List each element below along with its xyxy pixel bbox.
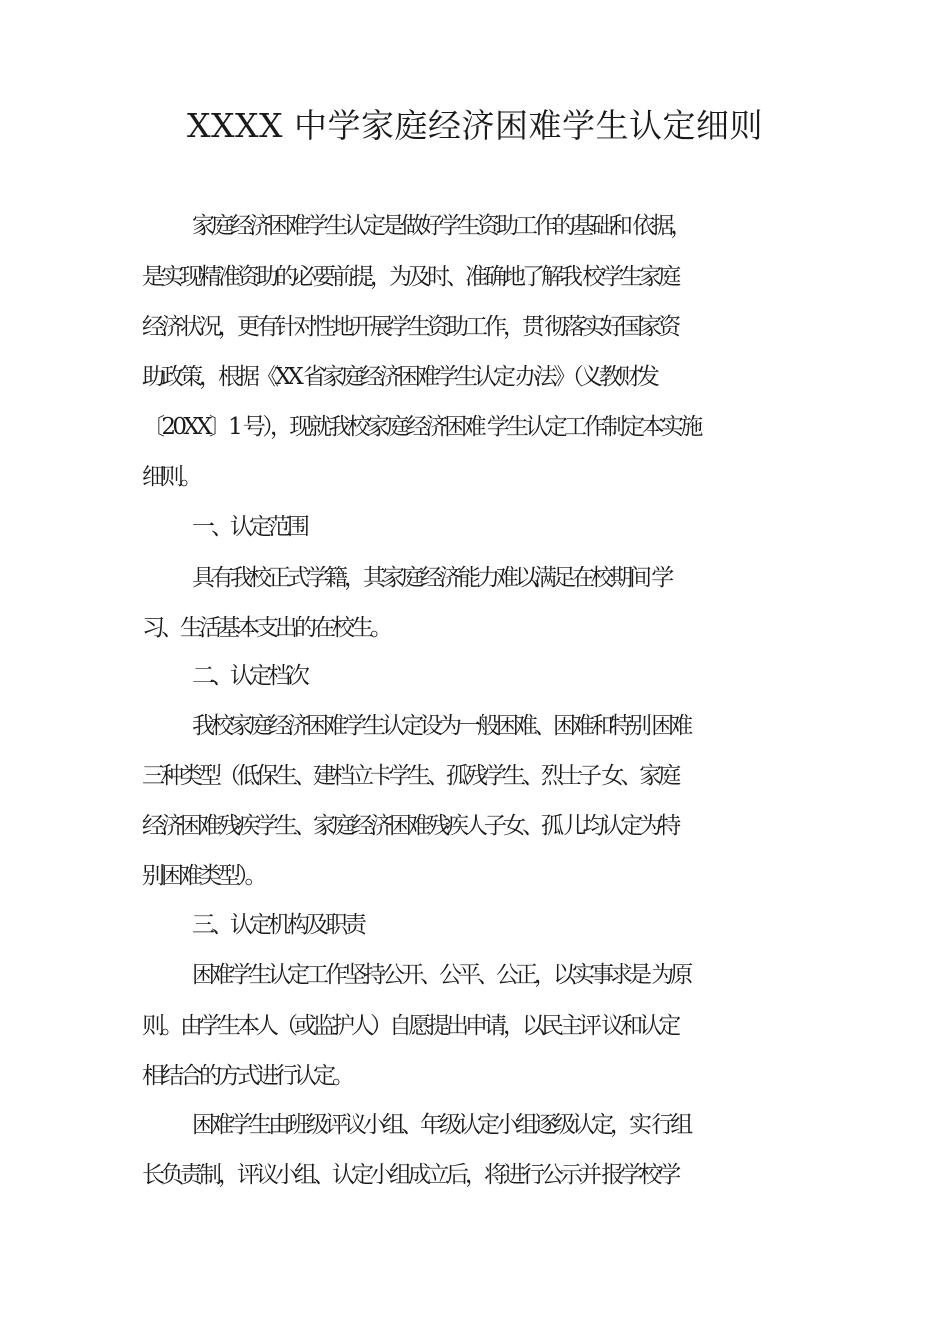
body-line: 细则。 (142, 464, 199, 490)
body-line: 助政策，根据《XX 省家庭经济困难学生认定 办法》（义教财发 (142, 364, 656, 390)
body-line: 别困难类型）。 (142, 863, 264, 889)
document-title: XXXX 中学家庭经济困难学生认定细则 (187, 106, 763, 145)
body-line: 习、生活基本支出的在校生。 (142, 615, 389, 641)
section-heading: 三、认定机构及职责 (192, 912, 363, 938)
body-line: 长负责制，评议小组、认定小组成立后，将进行公示并 报学校学 (142, 1162, 678, 1188)
body-line: 困难学生认定工作坚持公开、公平、公正，以实事求是 为原 (192, 962, 690, 988)
section-heading: 二、认定档次 (192, 663, 306, 689)
section-heading: 一、认定范围 (192, 514, 306, 540)
body-line: 〔20XX〕1 号），现就我校家庭经济困难 学生认定工作制定本实施 (142, 414, 700, 440)
body-line: 经济状况，更有针对性地开展学生资助工作，贯 彻落实好国家资 (142, 314, 678, 340)
body-line: 是实现精准资助的必要前提，为及时、准确地了解我 校学生家庭 (142, 264, 678, 290)
body-line: 三种类型（低保生、建档立卡学生、孤残学生、烈士子 女、家庭 (142, 763, 678, 789)
body-line: 困难学生由班级评议小组、年级认定小组逐级认定，实 行组 (192, 1112, 690, 1138)
body-line: 我校家庭经济困难学生认定设为一般困难、困难和特别 困难 (192, 713, 690, 739)
body-line: 则。由学生本人（或监护人）自愿提出申请，以民主评 议和认定 (142, 1013, 678, 1039)
body-line: 具有我校正式学籍，其家庭经济能力难以满足在校期间 学 (192, 565, 671, 591)
body-line: 相结合的方式进行认定。 (142, 1063, 351, 1089)
body-line: 家庭经济困难学生认定是做好学生资助工作的基础和 依据， (192, 213, 690, 239)
body-line: 经济困难残疾学生、家庭经济困难残疾人子女、孤 儿均认定为特 (142, 813, 678, 839)
